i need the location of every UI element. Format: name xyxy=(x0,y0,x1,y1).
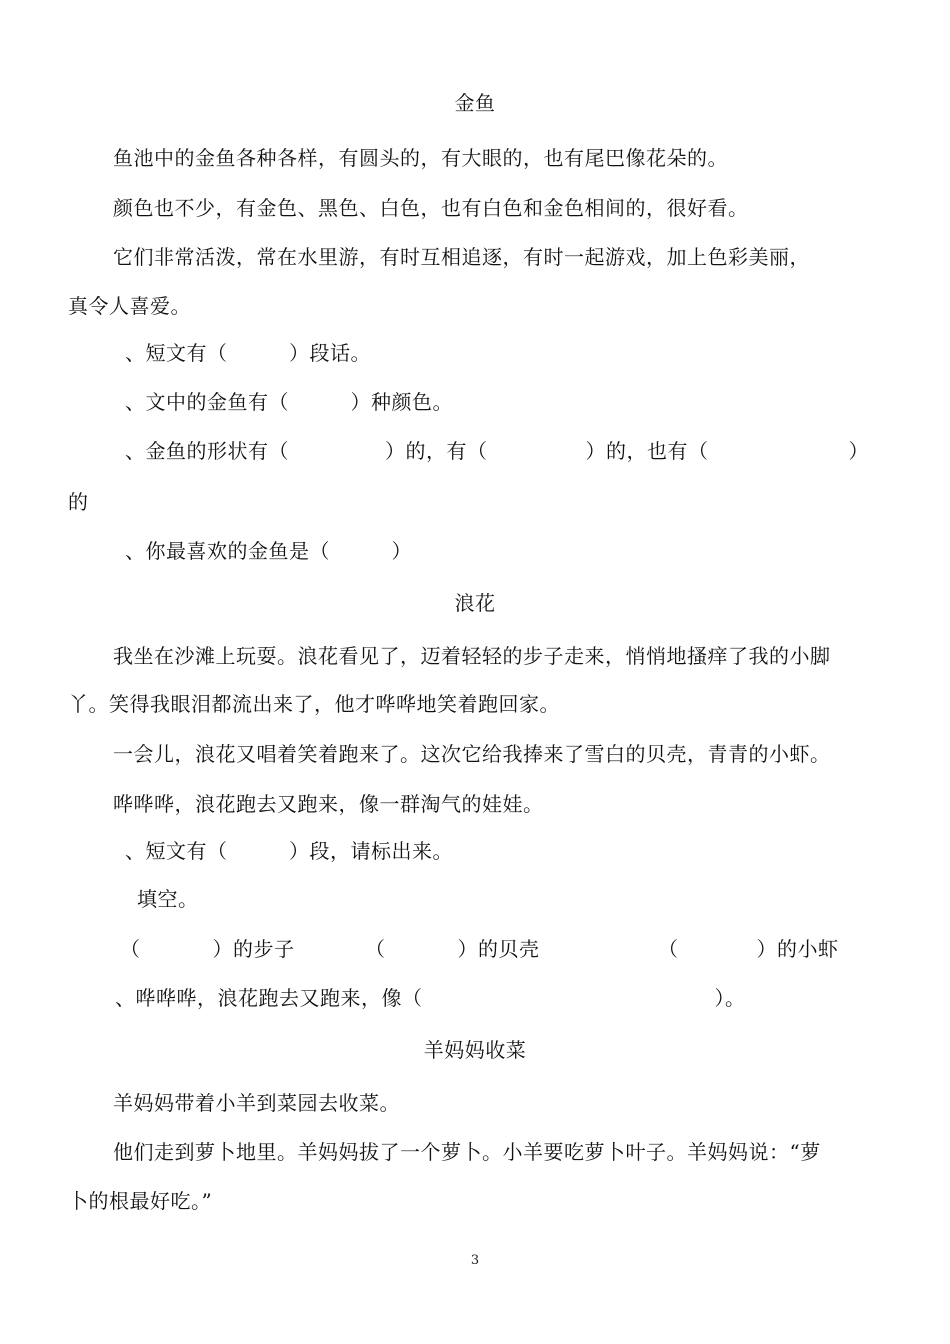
section-title-sheep: 羊妈妈收菜 xyxy=(423,1038,527,1062)
paragraph-4-cont: 丫。笑得我眼泪都流出来了，他才哗哗地笑着跑回家。 xyxy=(68,692,560,716)
question-3 xyxy=(125,438,869,464)
question-3-part-d: ） xyxy=(848,439,869,463)
fill-blank-1-label: ）的步子 xyxy=(212,937,295,961)
fill-blank-2 xyxy=(365,936,540,962)
question-3-part-b: ）的，有（ xyxy=(385,439,488,463)
paragraph-4: 我坐在沙滩上玩耍。浪花看见了，迈着轻轻的步子走来，悄悄地搔痒了我的小脚 xyxy=(113,644,831,668)
question-7-part-b: ）。 xyxy=(714,986,746,1010)
section-title-goldfish: 金鱼 xyxy=(454,91,496,115)
fill-blank-2-open: （ xyxy=(365,937,386,961)
question-2: 、文中的金鱼有（ ）种颜色。 xyxy=(125,390,453,414)
question-7-part-a: 、哗哗哗，浪花跑去又跑来，像（ xyxy=(115,986,423,1010)
paragraph-2: 颜色也不少，有金色、黑色、白色，也有白色和金色相间的，很好看。 xyxy=(113,196,749,220)
fill-blank-1 xyxy=(120,936,295,962)
paragraph-7: 羊妈妈带着小羊到菜园去收菜。 xyxy=(113,1091,400,1115)
paragraph-6: 哗哗哗，浪花跑去又跑来，像一群淘气的娃娃。 xyxy=(113,792,544,816)
paragraph-8: 他们走到萝卜地里。羊妈妈拔了一个萝卜。小羊要吃萝卜叶子。羊妈妈说：“萝 xyxy=(113,1140,821,1164)
fill-blank-3-label: ）的小虾 xyxy=(756,937,839,961)
question-3-part-c: ）的，也有（ xyxy=(585,439,709,463)
question-3-part-a: 、金鱼的形状有（ xyxy=(125,439,289,463)
section-title-waves: 浪花 xyxy=(454,591,496,615)
question-5: 、短文有（ ）段，请标出来。 xyxy=(125,839,453,863)
paragraph-3-cont: 真令人喜爱。 xyxy=(68,294,191,318)
page-number: 3 xyxy=(470,1253,480,1268)
fill-blank-3 xyxy=(658,936,839,962)
fill-blank-3-open: （ xyxy=(658,937,679,961)
fill-blank-1-open: （ xyxy=(120,937,141,961)
paragraph-1: 鱼池中的金鱼各种各样，有圆头的，有大眼的，也有尾巴像花朵的。 xyxy=(113,146,728,170)
question-4: 、你最喜欢的金鱼是（ ） xyxy=(125,539,412,563)
question-7 xyxy=(115,985,746,1011)
paragraph-3: 它们非常活泼，常在水里游，有时互相追逐，有时一起游戏，加上色彩美丽， xyxy=(113,245,810,269)
question-6: 填空。 xyxy=(137,887,199,911)
question-1: 、短文有（ ）段话。 xyxy=(125,341,371,365)
fill-blank-2-label: ）的贝壳 xyxy=(457,937,540,961)
paragraph-5: 一会儿，浪花又唱着笑着跑来了。这次它给我捧来了雪白的贝壳，青青的小虾。 xyxy=(113,742,831,766)
question-3-cont: 的 xyxy=(68,490,89,514)
paragraph-8-cont: 卜的根最好吃。” xyxy=(68,1189,213,1213)
